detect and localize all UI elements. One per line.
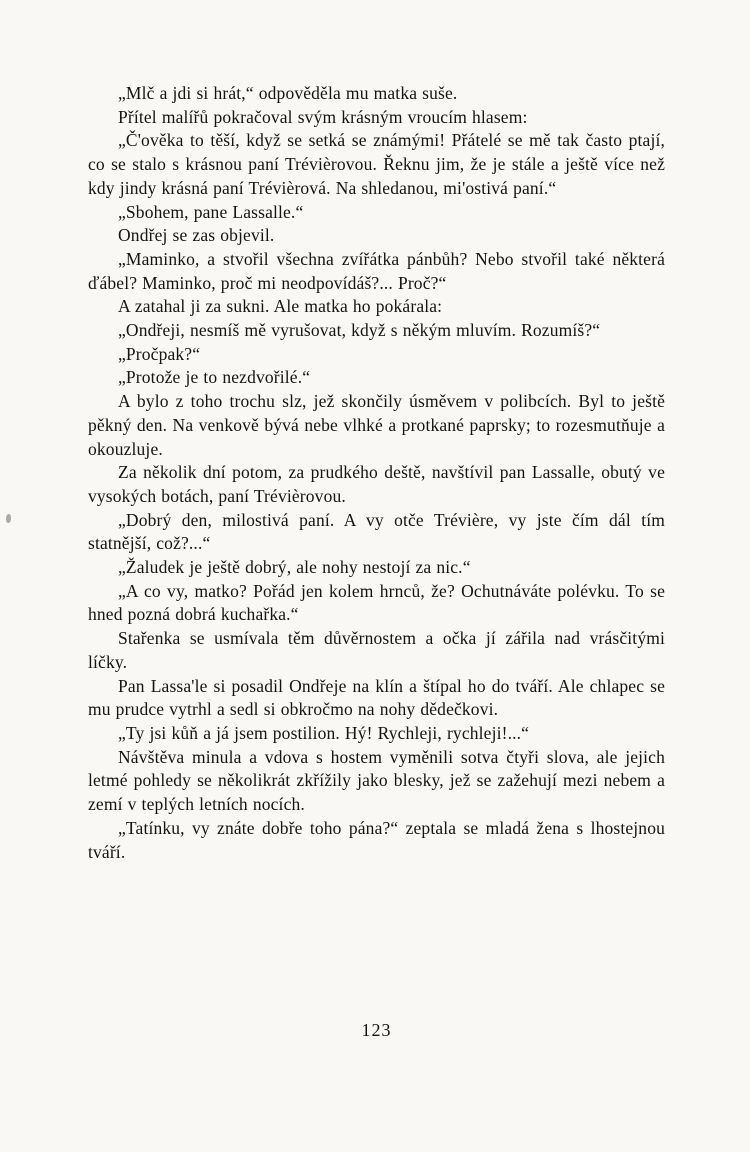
paragraph: Ondřej se zas objevil. — [118, 225, 275, 246]
scan-speck — [6, 514, 11, 523]
paragraph: „Pročpak?“ — [118, 343, 201, 364]
paragraph: „Ty jsi kůň a já jsem postilion. Hý! Rychleji, rychleji!...“ — [118, 722, 530, 743]
paragraph: „Maminko, a stvořil všechna zvířátka pánbůh? Nebo stvořil také některá ďábel? Maminko, proč mi neodpovídáš?... Proč?“ — [88, 248, 665, 293]
paragraph: Návštěva minula a vdova s hostem vyměnili sotva čtyři slova, ale jejich letmé pohledy se několikrát zkřížily jako blesky, jež se zažehují mezi nebem a zemí v teplých letních nocích. — [88, 746, 665, 815]
text-block — [88, 82, 665, 864]
paragraph: „A co vy, matko? Pořád jen kolem hrnců, že? Ochutnáváte polévku. To se hned pozná dobrá kuchařka.“ — [88, 580, 665, 625]
paragraph: „Mlč a jdi si hrát,“ odpověděla mu matka suše. — [118, 83, 458, 103]
paragraph: Přítel malířů pokračoval svým krásným vroucím hlasem: — [118, 106, 528, 127]
paragraph: „Sbohem, pane Lassalle.“ — [118, 201, 304, 222]
paragraph: „Tatínku, vy znáte dobře toho pána?“ zeptala se mladá žena s lhostejnou tváří. — [88, 817, 665, 862]
paragraph: „Ondřeji, nesmíš mě vyrušovat, když s někým mluvím. Rozumíš?“ — [118, 320, 601, 341]
paragraph: Stařenka se usmívala těm důvěrnostem a očka jí zářila nad vrásčitými líčky. — [88, 628, 665, 672]
paragraph: „Č'ověka to těší, když se setká se známými! Přátelé se mě tak často ptají, co se stalo s krásnou paní Trévièrovou. Řeknu jim, že je stále a ještě více než kdy jindy krásná paní Trévièrová. Na shledanou, mi'ostivá paní.“ — [88, 130, 665, 198]
paragraph: „Protože je to nezdvořilé.“ — [118, 367, 311, 388]
paragraph: A bylo z toho trochu slz, jež skončily úsměvem v polibcích. Byl to ještě pěkný den. Na venkově bývá nebe vlhké a protkané paprsky; to rozesmutňuje a okouzluje. — [88, 391, 665, 459]
paragraph: A zatahal ji za sukni. Ale matka ho pokárala: — [118, 296, 443, 317]
paragraph: Pan Lassa'le si posadil Ondřeje na klín a štípal ho do tváří. Ale chlapec se mu prudce vytrhl a sedl si obkročmo na nohy dědečkovi. — [88, 675, 665, 720]
paragraph: Za několik dní potom, za prudkého deště, navštívil pan Lassalle, obutý ve vysokých botách, paní Trévièrovou. — [88, 462, 665, 506]
paragraph: „Žaludek je ještě dobrý, ale nohy nestojí za nic.“ — [118, 557, 471, 578]
paragraph: „Dobrý den, milostivá paní. A vy otče Trévière, vy jste čím dál tím statnější, což?...“ — [88, 509, 665, 554]
page-number: 123 — [361, 1020, 392, 1040]
